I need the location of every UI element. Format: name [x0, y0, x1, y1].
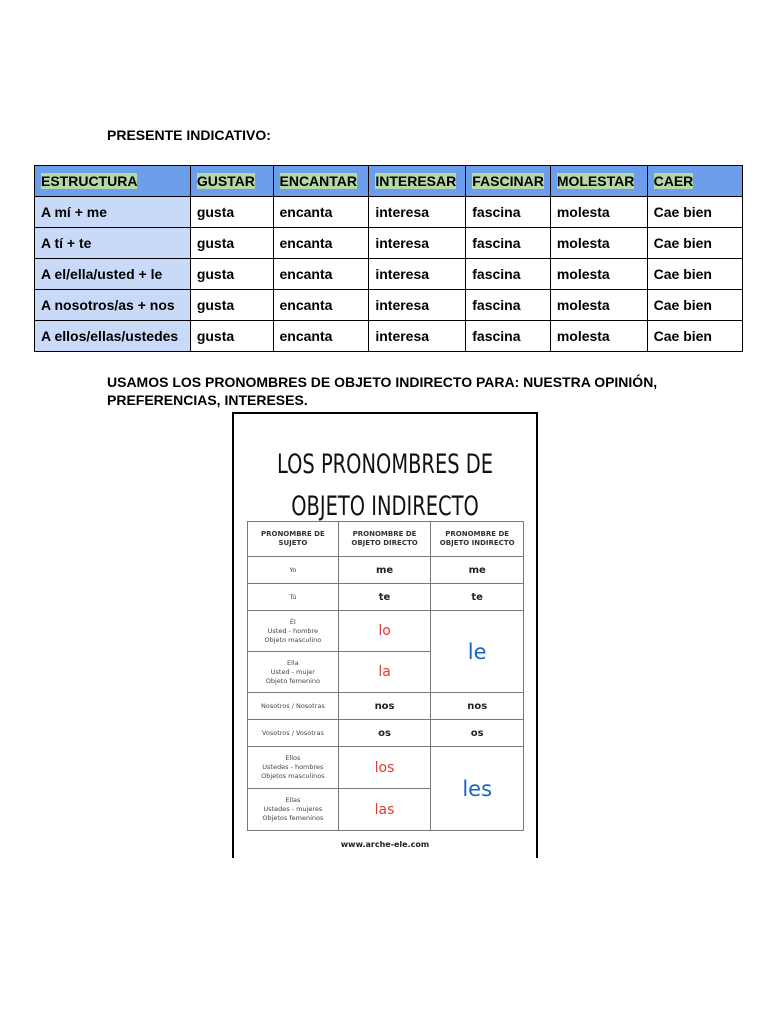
table-cell: Cae bien: [647, 290, 742, 321]
direct-cell: los: [338, 747, 431, 789]
row-header-cell: A el/ella/usted + le: [35, 259, 191, 290]
verb-conjugation-table: [34, 165, 743, 352]
table-row: [35, 197, 743, 228]
table-cell: encanta: [273, 197, 369, 228]
table-cell: molesta: [550, 197, 647, 228]
table-row: [35, 259, 743, 290]
pronoun-row: [248, 720, 524, 747]
subject-line: Usted - mujer: [270, 667, 315, 676]
pronoun-row: [248, 611, 524, 652]
subject-cell: [248, 747, 339, 789]
direct-cell: la: [338, 652, 431, 693]
subject-line: Usted - hombre: [267, 626, 319, 635]
header-cell: PRONOMBRE DE SUJETO: [248, 522, 339, 557]
indirect-cell: nos: [431, 693, 524, 720]
pronoun-poster: [232, 412, 538, 858]
subject-cell: Vosotros / Vosotras: [248, 720, 339, 747]
table-row: [35, 321, 743, 352]
header-cell: PRONOMBRE DE OBJETO INDIRECTO: [431, 522, 524, 557]
subject-line: Ustedes - mujeres: [263, 805, 323, 813]
indirect-cell: le: [431, 611, 524, 693]
table-cell: molesta: [550, 228, 647, 259]
table-cell: gusta: [190, 197, 273, 228]
subject-cell: Tú: [248, 584, 339, 611]
header-cell: FASCINAR: [466, 166, 551, 197]
header-cell: ENCANTAR: [273, 166, 369, 197]
header-cell: INTERESAR: [369, 166, 466, 197]
direct-cell: nos: [338, 693, 431, 720]
table-cell: encanta: [273, 290, 369, 321]
subject-line: Ellos: [285, 754, 301, 762]
subject-line: Objeto femenino: [265, 676, 320, 685]
row-header-cell: A nosotros/as + nos: [35, 290, 191, 321]
table-cell: Cae bien: [647, 259, 742, 290]
subject-cell: [248, 789, 339, 831]
usage-note: USAMOS LOS PRONOMBRES DE OBJETO INDIRECTO PARA: NUESTRA OPINIÓN, PREFERENCIAS, INTERESES.: [107, 374, 658, 408]
table-cell: interesa: [369, 321, 466, 352]
table-row: [35, 228, 743, 259]
table-cell: gusta: [190, 228, 273, 259]
subject-line: Ellas: [285, 796, 301, 804]
pronoun-header-row: [248, 522, 524, 557]
table-row: [35, 290, 743, 321]
subject-line: Él: [289, 617, 296, 626]
table-cell: interesa: [369, 197, 466, 228]
table-cell: fascina: [466, 197, 551, 228]
table-cell: fascina: [466, 228, 551, 259]
table-cell: Cae bien: [647, 197, 742, 228]
table-cell: interesa: [369, 259, 466, 290]
direct-cell: lo: [338, 611, 431, 652]
poster-url: www.arche-ele.com: [340, 840, 430, 849]
table-cell: encanta: [273, 259, 369, 290]
table-cell: molesta: [550, 259, 647, 290]
header-cell: GUSTAR: [190, 166, 273, 197]
table-cell: encanta: [273, 228, 369, 259]
row-header-cell: A ellos/ellas/ustedes: [35, 321, 191, 352]
table-cell: Cae bien: [647, 228, 742, 259]
pronoun-row: [248, 584, 524, 611]
pronoun-row: [248, 747, 524, 789]
subject-line: Ella: [287, 658, 299, 667]
direct-cell: os: [338, 720, 431, 747]
subject-cell: Nosotros / Nosotras: [248, 693, 339, 720]
poster-title-line: LOS PRONOMBRES DE: [276, 449, 493, 480]
indirect-cell: te: [431, 584, 524, 611]
table-cell: Cae bien: [647, 321, 742, 352]
direct-cell: te: [338, 584, 431, 611]
subject-line: Objetos masculinos: [261, 772, 325, 780]
header-cell: CAER: [647, 166, 742, 197]
table-cell: gusta: [190, 259, 273, 290]
table-cell: fascina: [466, 290, 551, 321]
table-cell: interesa: [369, 290, 466, 321]
poster-title-line: OBJETO INDIRECTO: [291, 491, 479, 522]
subject-cell: [248, 611, 339, 652]
poster-title: [276, 444, 493, 528]
table-cell: fascina: [466, 321, 551, 352]
indirect-cell: os: [431, 720, 524, 747]
header-cell: PRONOMBRE DE OBJETO DIRECTO: [338, 522, 431, 557]
page-heading: PRESENTE INDICATIVO:: [107, 127, 271, 143]
pronoun-row: [248, 693, 524, 720]
subject-line: Objetos femeninos: [262, 814, 324, 822]
table-cell: gusta: [190, 290, 273, 321]
table-cell: molesta: [550, 290, 647, 321]
direct-cell: las: [338, 789, 431, 831]
subject-cell: [248, 652, 339, 693]
subject-cell: Yo: [248, 557, 339, 584]
row-header-cell: A tí + te: [35, 228, 191, 259]
header-cell: ESTRUCTURA: [35, 166, 191, 197]
table-cell: molesta: [550, 321, 647, 352]
table-cell: encanta: [273, 321, 369, 352]
subject-line: Objeto masculino: [264, 635, 322, 644]
table-cell: fascina: [466, 259, 551, 290]
subject-line: Ustedes - hombres: [262, 763, 324, 771]
table-header-row: [35, 166, 743, 197]
pronoun-row: [248, 557, 524, 584]
header-cell: MOLESTAR: [550, 166, 647, 197]
row-header-cell: A mí + me: [35, 197, 191, 228]
indirect-cell: me: [431, 557, 524, 584]
table-cell: interesa: [369, 228, 466, 259]
table-cell: gusta: [190, 321, 273, 352]
pronoun-table: [247, 521, 524, 831]
indirect-cell: les: [431, 747, 524, 831]
direct-cell: me: [338, 557, 431, 584]
